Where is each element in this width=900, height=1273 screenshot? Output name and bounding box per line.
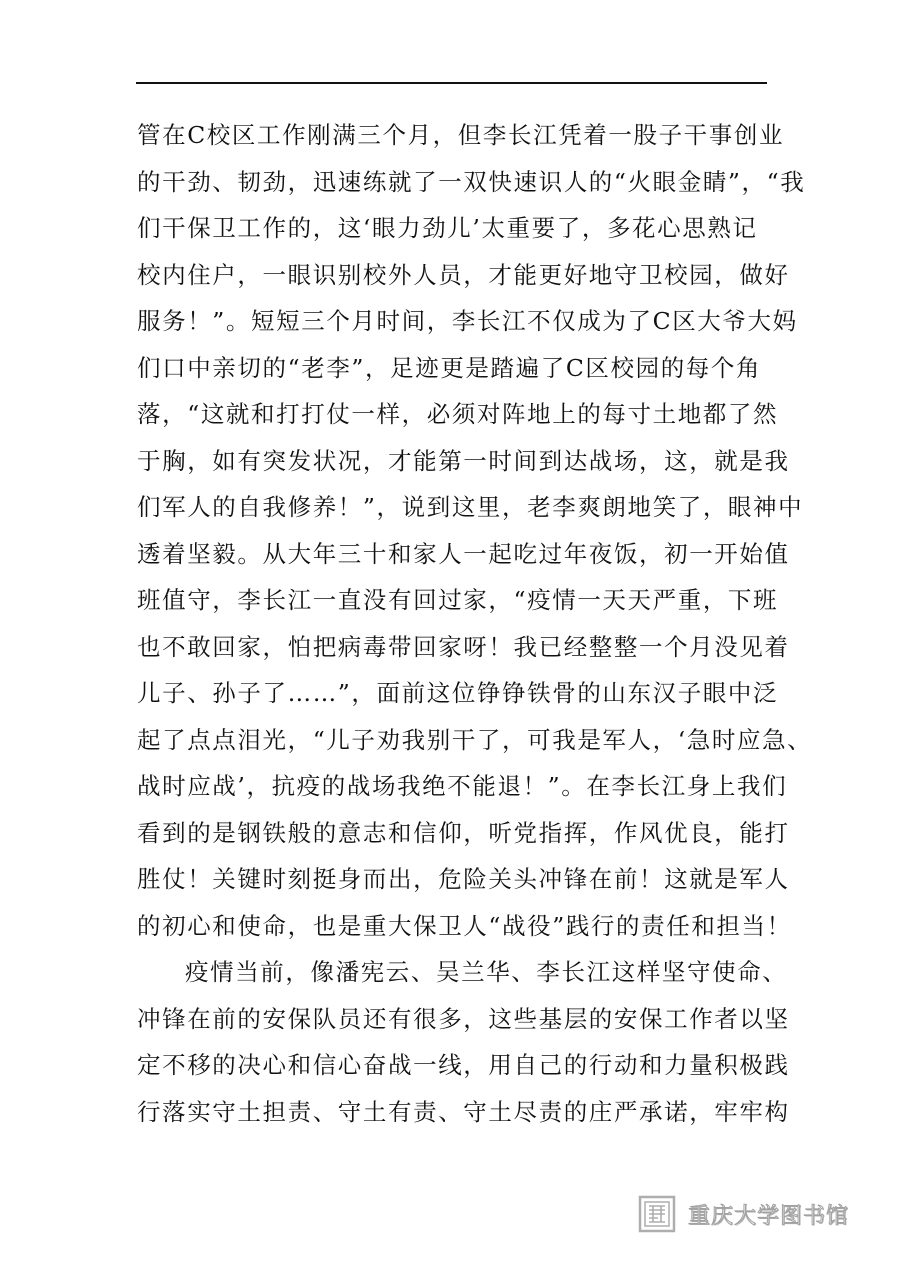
text-line: 们口中亲切的“老李”，足迹更是踏遍了C区校园的每个角 — [137, 353, 762, 382]
header-rule — [136, 82, 767, 84]
text-line: 战时应战’，抗疫的战场我绝不能退！”。在李长江身上我们 — [137, 772, 788, 800]
text-line: 管在C校区工作刚满三个月，但李长江凭着一股子干事创业 — [137, 121, 785, 149]
text-line: 的干劲、韧劲，迅速练就了一双快速识人的“火眼金睛”，“我 — [137, 167, 806, 196]
text-line: 服务！”。短短三个月时间，李长江不仅成为了C区大爷大妈 — [137, 307, 798, 335]
text-line: 落，“这就和打打仗一样，必须对阵地上的每寸土地都了然 — [137, 400, 779, 428]
text-line: 冲锋在前的安保队员还有很多，这些基层的安保工作者以坚 — [137, 1004, 790, 1033]
text-line: 看到的是钢铁般的意志和信仰，听党指挥，作风优良，能打 — [137, 818, 790, 847]
text-line: 胜仗！关键时刻挺身而出，危险关头冲锋在前！这就是军人 — [137, 865, 790, 893]
watermark-text: 重庆大学图书馆 — [688, 1203, 850, 1229]
text-line: 也不敢回家，怕把病毒带回家呀！我已经整整一个月没见着 — [137, 632, 790, 661]
text-line: 校内住户，一眼识别校外人员，才能更好地守卫校园，做好 — [137, 260, 790, 289]
text-line: 于胸，如有突发状况，才能第一时间到达战场，这，就是我 — [137, 446, 790, 475]
body-text — [137, 112, 813, 1135]
text-line: 行落实守土担责、守土有责、守土尽责的庄严承诺，牢牢构 — [137, 1097, 790, 1126]
text-line: 儿子、孙子了……”，面前这位铮铮铁骨的山东汉子眼中泛 — [137, 679, 779, 707]
text-line: 班值守，李长江一直没有回过家，“疫情一天天严重，下班 — [137, 586, 779, 614]
text-line: 们军人的自我修养！”，说到这里，老李爽朗地笑了，眼神中 — [137, 493, 804, 521]
text-line: 定不移的决心和信心奋战一线，用自己的行动和力量积极践 — [137, 1051, 790, 1079]
text-line: 透着坚毅。从大年三十和家人一起吃过年夜饭，初一开始值 — [137, 539, 790, 568]
text-line: 起了点点泪光，“儿子劝我别干了，可我是军人，‘急时应急、 — [137, 725, 813, 754]
paragraph-first-line: 疫情当前，像潘宪云、吴兰华、李长江这样坚守使命、 — [185, 958, 788, 986]
library-watermark — [638, 1191, 878, 1237]
text-line: 的初心和使命，也是重大保卫人“战役”践行的责任和担当！ — [137, 911, 792, 940]
library-seal-icon — [638, 1195, 676, 1233]
text-line: 们干保卫工作的，这‘眼力劲儿’太重要了，多花心思熟记 — [137, 214, 758, 242]
